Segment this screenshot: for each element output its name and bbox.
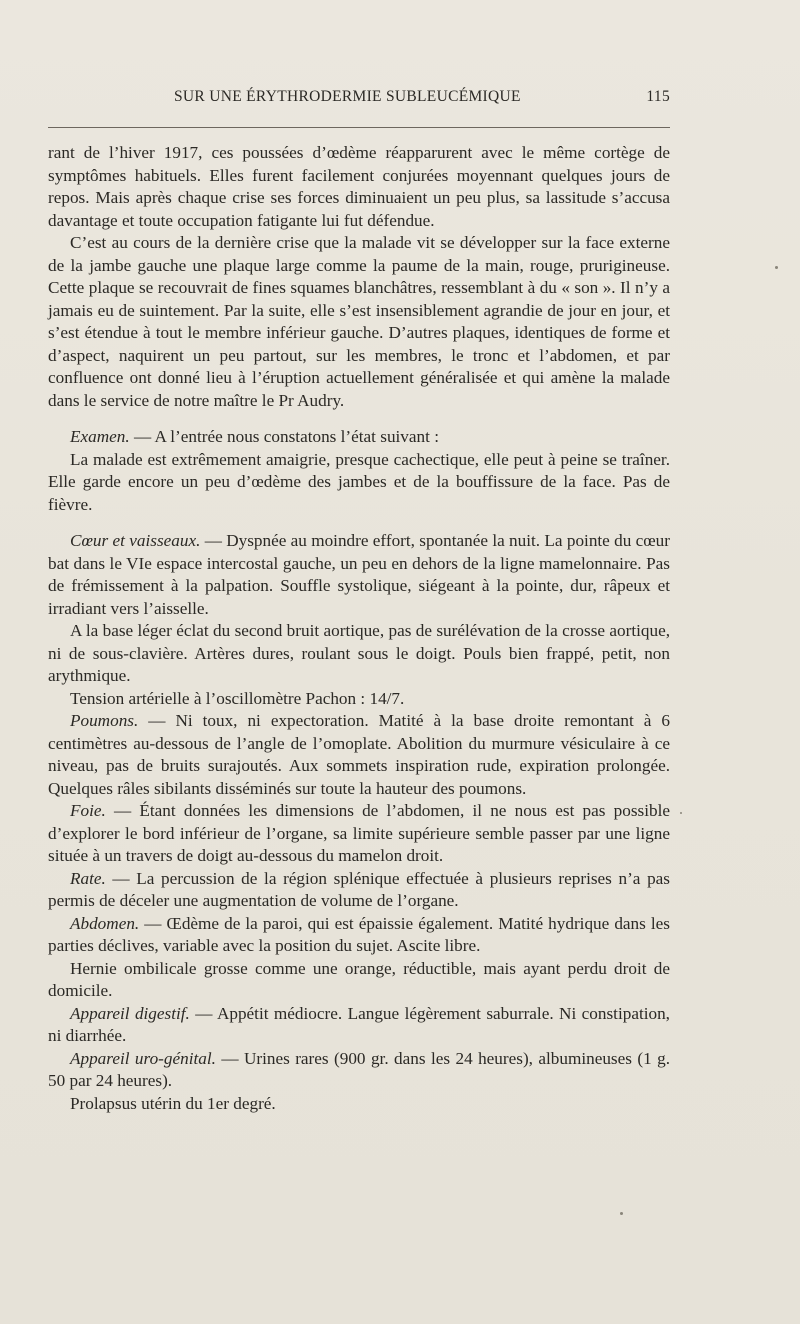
paragraph-eruption-onset	[48, 232, 670, 412]
paper-speck	[620, 1212, 623, 1215]
section-label-abdomen: Abdomen.	[70, 913, 140, 933]
section-label-digestive: Appareil digestif.	[70, 1003, 190, 1023]
paragraph-abdomen	[48, 913, 670, 958]
paragraph-text: — Étant données les dimensions de l’abdomen, il ne nous est pas possible d’explorer le bord inférieur de l’organe, sa limite supérieure semble passer par une ligne située à un travers de doigt au-dessous du mamelon droit.	[48, 801, 670, 865]
body-text	[48, 142, 670, 1115]
paragraph-general-state	[48, 449, 670, 517]
paragraph-text: — Urines rares (900 gr. dans les 24 heures), albumineuses (1 g. 50 par 24 heures).	[48, 1048, 670, 1090]
paragraph-text: Hernie ombilicale grosse comme une orange, réductible, mais ayant perdu droit de domicile.	[48, 958, 670, 1000]
section-label-spleen: Rate.	[70, 868, 106, 888]
section-label-liver: Foie.	[70, 801, 106, 820]
paragraph-text: A la base léger éclat du second bruit aortique, pas de surélévation de la crosse aortique, ni de sous-clavière. Artères dures, roulant sous le doigt. Pouls bien frappé, petit, non arythmique.	[48, 621, 670, 685]
paragraph-text: C’est au cours de la dernière crise que la malade vit se développer sur la face externe de la jambe gauche une plaque large comme la paume de la main, rouge, prurigineuse. Cette plaque se recouvrait de fines squames blanchâtres, ressemblant à du « son ». Il n’y a jamais eu de suintement. Par la suite, elle s’est insensiblement agrandie de jour en jour, et s’est étendue à tout le membre inférieur gauche. D’autres plaques, identiques de forme et d’aspect, naquirent un peu partout, sur les membres, le tronc et l’abdomen, et par confluence ont donné lieu à l’éruption actuellement généralisée et qui amène la malade dans le service de notre maître le Pr Audry.	[48, 233, 670, 410]
section-label-heart: Cœur et vaisseaux.	[70, 531, 201, 550]
paragraph-heart	[48, 530, 670, 620]
paragraph-prolapse	[48, 1093, 670, 1116]
section-label-lungs: Poumons.	[70, 711, 139, 730]
paragraph-text: — A l’entrée nous constatons l’état suivant :	[129, 427, 439, 446]
paragraph-text: — Dyspnée au moindre effort, spontanée la nuit. La pointe du cœur bat dans le VIe espace intercostal gauche, un peu en dehors de la ligne mamelonnaire. Pas de frémissement à la palpation. Souffle systolique, siégeant à la pointe, dur, râpeux et irradiant vers l’aisselle.	[48, 531, 670, 618]
paragraph-text: Prolapsus utérin du 1er degré.	[70, 1093, 276, 1113]
paragraph-digestive	[48, 1003, 670, 1048]
paragraph-urogenital	[48, 1048, 670, 1093]
paragraph-aortic	[48, 620, 670, 688]
paragraph-illness-history	[48, 142, 670, 232]
paragraph-tension	[48, 688, 670, 711]
paragraph-text: — Œdème de la paroi, qui est épaissie également. Matité hydrique dans les parties déclives, variable avec la position du sujet. Ascite libre.	[48, 913, 670, 955]
paragraph-text: — Appétit médiocre. Langue légèrement saburrale. Ni constipation, ni diarrhée.	[48, 1003, 670, 1045]
paragraph-text: — Ni toux, ni expectoration. Matité à la base droite remontant à 6 centimètres au-dessous de l’angle de l’omoplate. Abolition du murmure vésiculaire à ce niveau, pas de bruits surajoutés. Aux sommets inspiration rude, expiration prolongée. Quelques râles sibilants disséminés sur toute la hauteur des poumons.	[48, 711, 670, 798]
paragraph-hernia	[48, 958, 670, 1003]
header-rule	[48, 127, 670, 128]
paper-speck	[680, 812, 682, 814]
section-label-examen: Examen.	[70, 427, 130, 446]
paragraph-text: Tension artérielle à l’oscillomètre Pachon : 14/7.	[70, 688, 405, 708]
paper-speck	[775, 266, 778, 269]
paragraph-text: rant de l’hiver 1917, ces poussées d’œdème réapparurent avec le même cortège de symptômes habituels. Elles furent facilement conjurées moyennant quelques jours de repos. Mais après chaque crise ses forces diminuaient un peu plus, sa lassitude s’accusa davantage et toute occupation fatigante lui fut défendue.	[48, 143, 670, 230]
page-number: 115	[646, 88, 670, 105]
paragraph-liver	[48, 800, 670, 868]
paragraph-spleen	[48, 868, 670, 913]
running-title: SUR UNE ÉRYTHRODERMIE SUBLEUCÉMIQUE	[174, 88, 521, 105]
paragraph-lungs	[48, 710, 670, 800]
page-header	[50, 88, 670, 114]
paragraph-text: — La percussion de la région splénique effectuée à plusieurs reprises n’a pas permis de déceler une augmentation de volume de l’organe.	[48, 868, 670, 910]
paragraph-examen	[48, 426, 670, 449]
section-label-urogenital: Appareil uro-génital.	[70, 1048, 216, 1068]
paragraph-text: La malade est extrêmement amaigrie, presque cachectique, elle peut à peine se traîner. Elle garde encore un peu d’œdème des jambes et de la bouffissure de la face. Pas de fièvre.	[48, 449, 670, 514]
